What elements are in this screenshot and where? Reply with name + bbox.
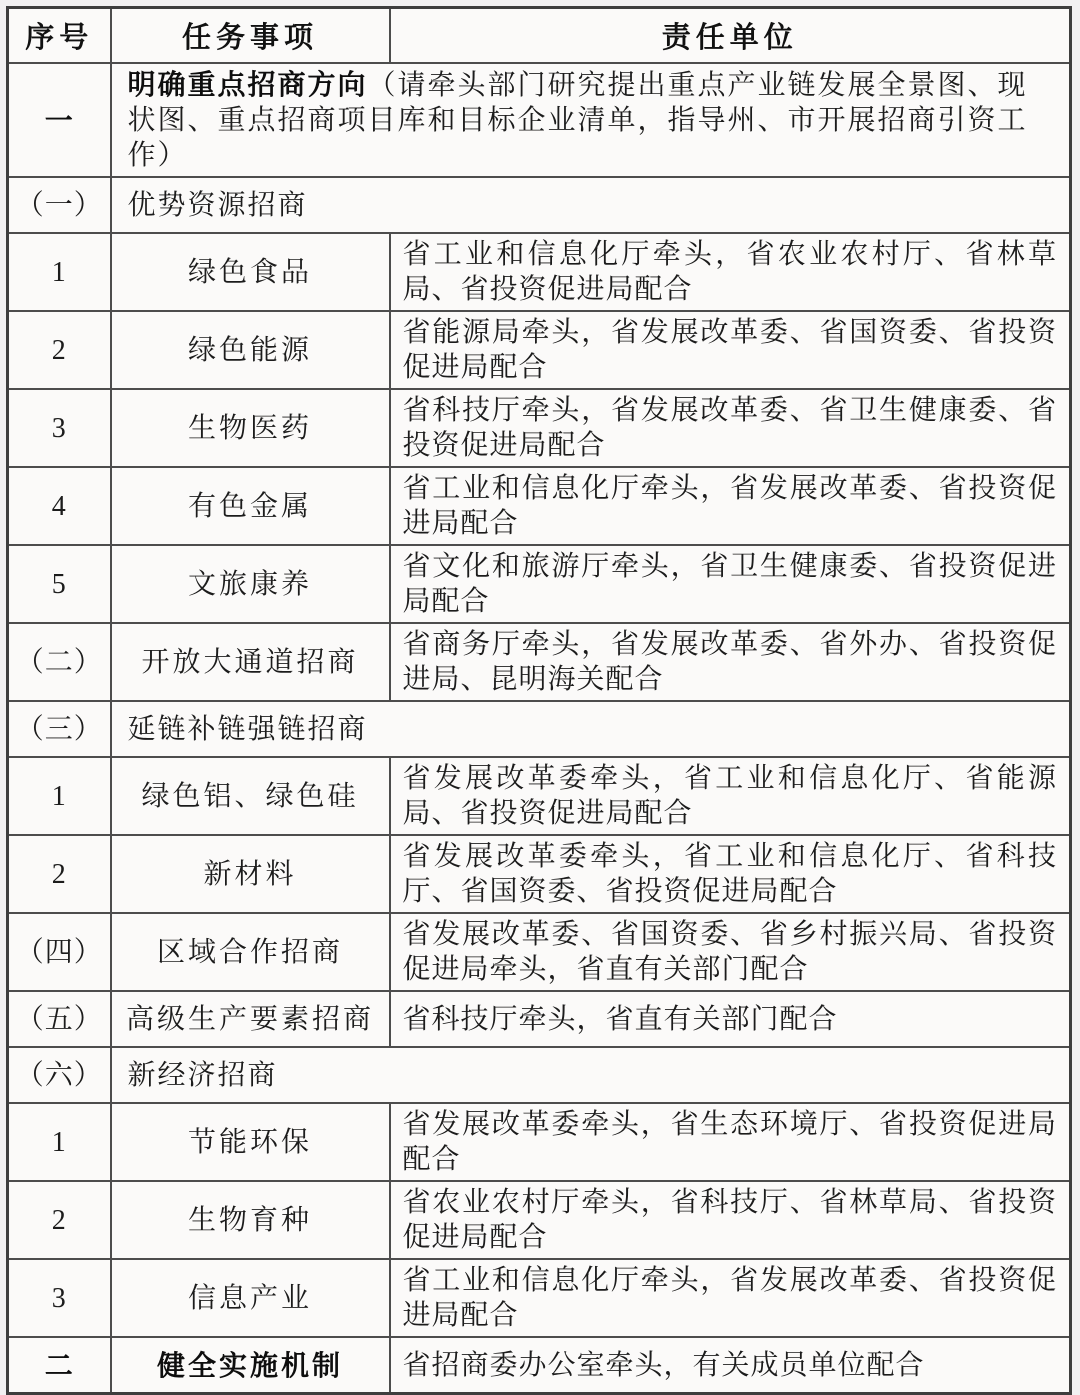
table-row xyxy=(8,757,1071,835)
table-row xyxy=(8,623,1071,701)
task-cell: 生物育种 xyxy=(111,1181,390,1259)
unit-cell: 省发展改革委牵头，省生态环境厅、省投资促进局配合 xyxy=(390,1103,1071,1181)
task-table xyxy=(6,6,1072,1395)
task-cell: 新材料 xyxy=(111,835,390,913)
serial-cell: 5 xyxy=(8,545,111,623)
table-row xyxy=(8,991,1071,1047)
table-row xyxy=(8,835,1071,913)
table-row xyxy=(8,1047,1071,1103)
task-cell: 信息产业 xyxy=(111,1259,390,1337)
task-cell: 绿色铝、绿色硅 xyxy=(111,757,390,835)
merged-task-cell: 优势资源招商 xyxy=(111,177,1071,233)
table-row xyxy=(8,63,1071,177)
serial-cell: 一 xyxy=(8,63,111,177)
table-row xyxy=(8,1181,1071,1259)
task-cell: 健全实施机制 xyxy=(111,1337,390,1394)
serial-cell: （二） xyxy=(8,623,111,701)
serial-cell: （四） xyxy=(8,913,111,991)
table-row xyxy=(8,545,1071,623)
unit-cell: 省科技厅牵头，省发展改革委、省卫生健康委、省投资促进局配合 xyxy=(390,389,1071,467)
task-cell: 文旅康养 xyxy=(111,545,390,623)
task-cell: 绿色食品 xyxy=(111,233,390,311)
serial-cell: （一） xyxy=(8,177,111,233)
serial-cell: （六） xyxy=(8,1047,111,1103)
serial-cell: 3 xyxy=(8,1259,111,1337)
table-body xyxy=(8,63,1071,1394)
serial-cell: 3 xyxy=(8,389,111,467)
serial-cell: 2 xyxy=(8,311,111,389)
unit-cell: 省农业农村厅牵头，省科技厅、省林草局、省投资促进局配合 xyxy=(390,1181,1071,1259)
serial-cell: （三） xyxy=(8,701,111,757)
col-header-task: 任务事项 xyxy=(111,8,390,64)
unit-cell: 省文化和旅游厅牵头，省卫生健康委、省投资促进局配合 xyxy=(390,545,1071,623)
unit-cell: 省科技厅牵头，省直有关部门配合 xyxy=(390,991,1071,1047)
unit-cell: 省工业和信息化厅牵头，省发展改革委、省投资促进局配合 xyxy=(390,1259,1071,1337)
task-cell: 绿色能源 xyxy=(111,311,390,389)
serial-cell: 1 xyxy=(8,1103,111,1181)
task-cell: 生物医药 xyxy=(111,389,390,467)
task-cell: 高级生产要素招商 xyxy=(111,991,390,1047)
task-bold-lead: 明确重点招商方向 xyxy=(127,69,368,100)
table-row xyxy=(8,1337,1071,1394)
merged-task-cell: 新经济招商 xyxy=(111,1047,1071,1103)
unit-cell: 省能源局牵头，省发展改革委、省国资委、省投资促进局配合 xyxy=(390,311,1071,389)
unit-cell: 省发展改革委牵头，省工业和信息化厅、省科技厅、省国资委、省投资促进局配合 xyxy=(390,835,1071,913)
table-row xyxy=(8,1103,1071,1181)
serial-cell: 1 xyxy=(8,757,111,835)
header-row xyxy=(8,8,1071,64)
table-row xyxy=(8,177,1071,233)
serial-cell: 4 xyxy=(8,467,111,545)
table-row xyxy=(8,389,1071,467)
unit-cell: 省商务厅牵头，省发展改革委、省外办、省投资促进局、昆明海关配合 xyxy=(390,623,1071,701)
unit-cell: 省发展改革委牵头，省工业和信息化厅、省能源局、省投资促进局配合 xyxy=(390,757,1071,835)
task-cell: 开放大通道招商 xyxy=(111,623,390,701)
unit-cell: 省发展改革委、省国资委、省乡村振兴局、省投资促进局牵头，省直有关部门配合 xyxy=(390,913,1071,991)
serial-cell: 2 xyxy=(8,1181,111,1259)
task-cell: 区域合作招商 xyxy=(111,913,390,991)
table-row xyxy=(8,701,1071,757)
task-note: （请牵头部门研究提出重点产业链发展全景图、现状图、重点招商项目库和目标企业清单，指导州、市开展招商引资工作） xyxy=(127,70,1028,171)
table-row xyxy=(8,913,1071,991)
task-cell: 节能环保 xyxy=(111,1103,390,1181)
serial-cell: 2 xyxy=(8,835,111,913)
col-header-serial: 序号 xyxy=(8,8,111,64)
table-row xyxy=(8,311,1071,389)
serial-cell: 二 xyxy=(8,1337,111,1394)
unit-cell: 省工业和信息化厅牵头，省发展改革委、省投资促进局配合 xyxy=(390,467,1071,545)
table-row xyxy=(8,233,1071,311)
table-row xyxy=(8,1259,1071,1337)
merged-task-cell: 延链补链强链招商 xyxy=(111,701,1071,757)
unit-cell: 省工业和信息化厅牵头，省农业农村厅、省林草局、省投资促进局配合 xyxy=(390,233,1071,311)
task-cell: 有色金属 xyxy=(111,467,390,545)
col-header-unit: 责任单位 xyxy=(390,8,1071,64)
serial-cell: （五） xyxy=(8,991,111,1047)
table-row xyxy=(8,467,1071,545)
unit-cell: 省招商委办公室牵头，有关成员单位配合 xyxy=(390,1337,1071,1394)
serial-cell: 1 xyxy=(8,233,111,311)
merged-task-cell xyxy=(111,63,1071,177)
